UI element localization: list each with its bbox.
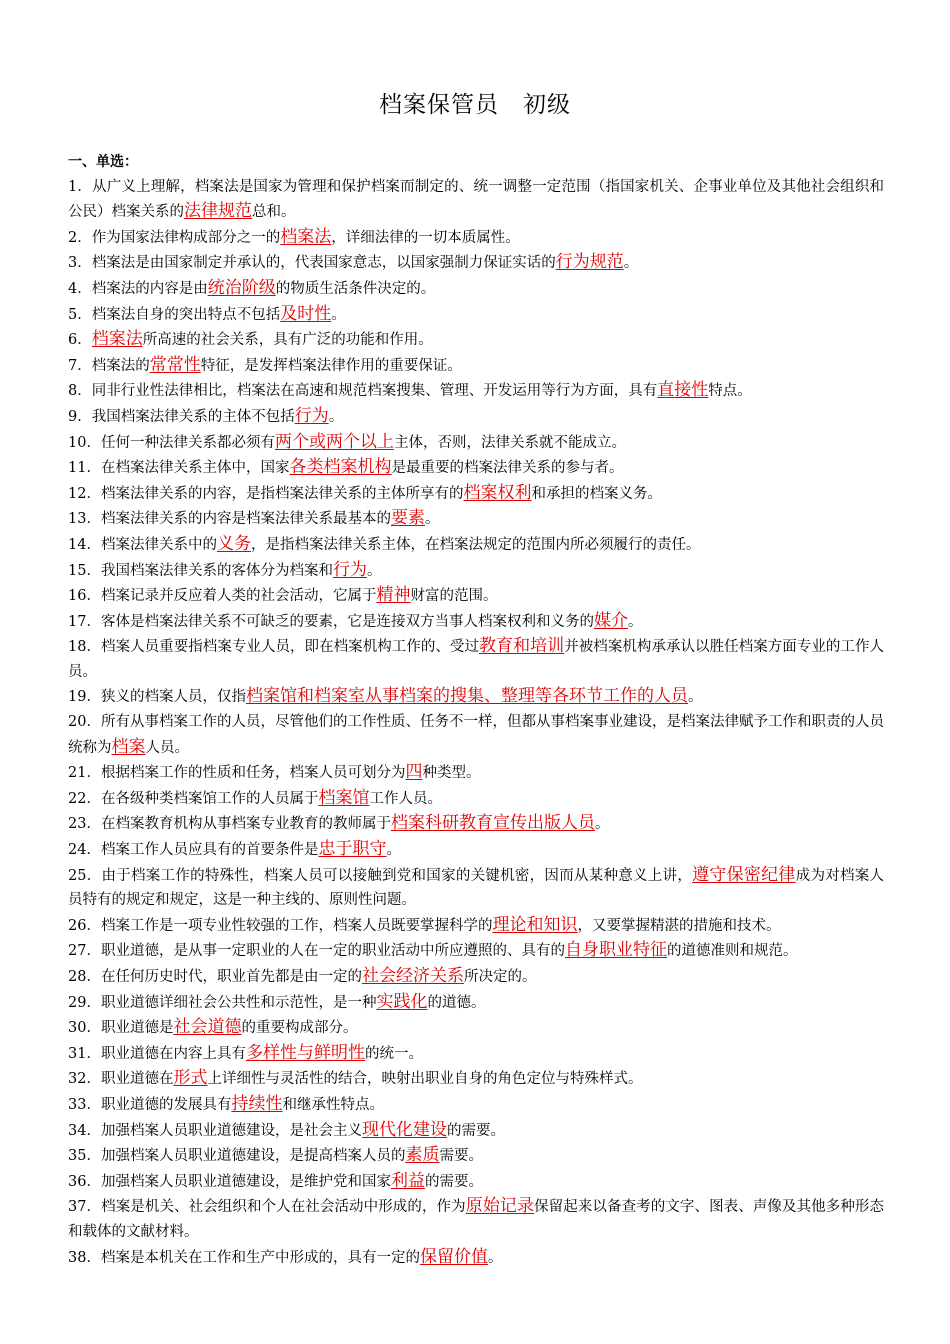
question-item (68, 302, 884, 328)
question-text: 5．档案法自身的突出特点不包括 (68, 306, 281, 323)
answer-text: 档案法 (280, 226, 332, 247)
question-text: 25．由于档案工作的特殊性，档案人员可以接触到党和国家的关键机密，因而从某种意义上讲， (68, 867, 693, 884)
question-item (68, 225, 884, 251)
answer-text: 利益 (390, 1170, 425, 1191)
question-text-end: 的道德准则和规范。 (666, 943, 798, 960)
question-text: 26．档案工作是一项专业性较强的工作，档案人员既要掌握科学的 (68, 917, 493, 934)
question-text-end: 。 (687, 689, 703, 706)
question-item (68, 634, 884, 684)
question-item (68, 1118, 884, 1144)
question-text-end: 的物质生活条件决定的。 (275, 280, 436, 297)
answer-text: 统治阶级 (207, 277, 276, 298)
question-item (68, 430, 884, 456)
question-text-end: 并被档案机构承承认以胜任档案方面专业的工作人员。 (68, 639, 885, 680)
questions-container (68, 175, 884, 1271)
question-text-end: 。 (627, 613, 643, 630)
answer-text: 媒介 (593, 610, 628, 631)
question-text: 16．档案记录并反应着人类的社会活动，它属于 (68, 588, 377, 605)
question-text: 7．档案法的 (68, 357, 150, 374)
question-text-end: 的重要构成部分。 (241, 1020, 358, 1037)
answer-text: 行为规范 (555, 252, 624, 273)
question-text: 13．档案法律关系的内容是档案法律关系最基本的 (68, 511, 391, 528)
question-text-end: 。 (487, 1249, 503, 1266)
question-text: 27．职业道德，是从事一定职业的人在一定的职业活动中所应遵照的、具有的 (68, 943, 565, 960)
question-item (68, 558, 884, 584)
answer-text: 法律规范 (184, 201, 252, 222)
question-item (68, 1245, 884, 1271)
answer-text: 素质 (405, 1145, 440, 1166)
question-text-end: 人员。 (145, 739, 189, 756)
question-text-end: 工作人员。 (369, 790, 442, 807)
question-item (68, 1066, 884, 1092)
question-item (68, 1169, 884, 1195)
question-item (68, 964, 884, 990)
question-item (68, 1092, 884, 1118)
answer-text: 多样性与鲜明性 (245, 1042, 365, 1063)
answer-text: 要素 (390, 508, 425, 529)
question-text: 11．在档案法律关系主体中，国家 (68, 460, 290, 477)
question-text-end: 财富的范围。 (410, 588, 498, 605)
question-text: 18．档案人员重要指档案专业人员，即在档案机构工作的、受过 (68, 639, 480, 656)
question-text-end: 。 (386, 842, 401, 859)
answer-text: 教育和培训 (479, 636, 565, 657)
question-text-end: 。 (594, 816, 610, 833)
question-item (68, 250, 884, 276)
question-item (68, 1143, 884, 1169)
question-text-end: 的需要。 (424, 1173, 483, 1190)
question-item (68, 404, 884, 430)
answer-text: 社会道德 (173, 1017, 242, 1038)
document-title: 档案保管员 初级 (379, 92, 571, 118)
question-item (68, 583, 884, 609)
answer-text: 社会经济关系 (361, 966, 464, 986)
question-item (68, 327, 884, 353)
question-text: 32．职业道德在 (68, 1071, 174, 1088)
answer-text: 各类档案机构 (289, 457, 392, 478)
answer-text: 理论和知识 (492, 914, 578, 935)
question-text: 1．从广义上理解，档案法是国家为管理和保护档案而制定的、统一调整一定范围（指国家机关、企事业单位及其他社会组织和公民）档案关系的 (68, 178, 884, 221)
question-text: 21．根据档案工作的性质和任务，档案人员可划分为 (68, 765, 406, 782)
answer-text: 四 (405, 762, 423, 783)
question-text-end: 特点。 (708, 383, 752, 400)
answer-text: 原始记录 (465, 1196, 535, 1217)
question-text: 19．狭义的档案人员，仅指 (68, 689, 246, 706)
answer-text: 持续性 (231, 1093, 283, 1114)
answer-text: 档案 (111, 736, 146, 757)
question-item (68, 1194, 884, 1244)
question-text: 12．档案法律关系的内容，是指档案法律关系的主体所享有的 (68, 485, 464, 502)
question-text-end: 。 (623, 255, 639, 272)
question-text-end: 。 (331, 306, 346, 323)
question-text: 35．加强档案人员职业道德建设，是提高档案人员的 (68, 1148, 406, 1165)
question-text-end: 种类型。 (422, 765, 481, 782)
question-text: 23．在档案教育机构从事档案专业教育的教师属于 (68, 816, 391, 833)
question-text-end: ，是指档案法律关系主体，在档案法规定的范围内所必须履行的责任。 (250, 536, 701, 553)
answer-text: 忠于职守 (318, 839, 387, 860)
answer-text: 遵守保密纪律 (692, 864, 796, 885)
answer-text: 档案馆和档案室从事档案的搜集、整理等各环节工作的人员 (245, 686, 688, 707)
question-text-end: 是最重要的档案法律关系的参与者。 (391, 460, 624, 477)
question-text: 24．档案工作人员应具有的首要条件是 (68, 842, 319, 859)
answer-text: 常常性 (149, 354, 201, 375)
question-item (68, 609, 884, 635)
section-heading: 一、单选： (68, 154, 138, 170)
question-text-end: 特征，是发挥档案法律作用的重要保证。 (200, 357, 462, 374)
question-text: 28．在任何历史时代，职业首先都是由一定的 (68, 969, 362, 985)
question-item (68, 481, 884, 507)
question-text: 2．作为国家法律构成部分之一的 (68, 229, 281, 246)
answer-text: 档案科研教育宣传出版人员 (390, 813, 595, 834)
question-item (68, 837, 884, 863)
question-text: 17．客体是档案法律关系不可缺乏的要素，它是连接双方当事人档案权利和义务的 (68, 613, 594, 630)
question-item (68, 710, 884, 760)
answer-text: 现代化建设 (361, 1119, 447, 1140)
question-text-end: 和继承性特点。 (282, 1096, 384, 1113)
question-item (68, 506, 884, 532)
question-text: 34．加强档案人员职业道德建设，是社会主义 (68, 1122, 362, 1139)
answer-text: 行为 (332, 559, 367, 580)
question-text-end: 的道德。 (427, 994, 486, 1011)
answer-text: 及时性 (280, 303, 332, 324)
question-text-end: 需要。 (439, 1148, 483, 1165)
question-text-end: 所高速的社会关系，具有广泛的功能和作用。 (142, 332, 433, 349)
question-item (68, 353, 884, 379)
question-text-end: 主体，否则，法律关系就不能成立。 (393, 434, 626, 451)
question-item (68, 938, 884, 964)
question-item (68, 990, 884, 1016)
question-text-end: 所决定的。 (463, 969, 537, 985)
answer-text: 行为 (294, 405, 329, 426)
question-text-end: 和承担的档案义务。 (531, 485, 662, 502)
answer-text: 义务 (216, 533, 251, 554)
answer-text: 保留价值 (419, 1246, 488, 1267)
question-item (68, 1015, 884, 1041)
question-text: 38．档案是本机关在工作和生产中形成的，具有一定的 (68, 1249, 420, 1266)
question-text: 6． (68, 332, 92, 349)
question-text-end: 。 (328, 408, 344, 425)
question-item (68, 532, 884, 558)
question-item (68, 786, 884, 812)
question-text: 3．档案法是由国家制定并承认的，代表国家意志，以国家强制力保证实话的 (68, 255, 556, 272)
question-item (68, 276, 884, 302)
answer-text: 两个或两个以上 (274, 431, 394, 452)
answer-text: 档案馆 (318, 787, 370, 808)
question-text: 20．所有从事档案工作的人员，尽管他们的工作性质、任务不一样，但都从事档案事业建设，是档案法律赋予工作和职责的人员统称为 (68, 714, 884, 756)
question-item (68, 863, 884, 913)
question-text: 37．档案是机关、社会组织和个人在社会活动中形成的，作为 (68, 1199, 466, 1216)
answer-text: 档案法 (91, 329, 143, 350)
question-text-end: 上详细性与灵活性的结合，映射出职业自身的角色定位与特殊样式。 (207, 1071, 643, 1088)
question-item (68, 811, 884, 837)
question-text-end: 的统一。 (364, 1045, 423, 1062)
question-text: 33．职业道德的发展具有 (68, 1096, 232, 1113)
question-text: 10．任何一种法律关系都必须有 (68, 434, 275, 451)
answer-text: 直接性 (657, 380, 709, 401)
question-text-end: ，又要掌握精湛的措施和技术。 (577, 917, 781, 934)
question-text: 22．在各级种类档案馆工作的人员属于 (68, 790, 319, 807)
question-text: 14．档案法律关系中的 (68, 536, 217, 553)
question-text: 15．我国档案法律关系的客体分为档案和 (68, 562, 333, 579)
question-text-end: 保留起来以备查考的文字、图表、声像及其他多种形态和载体的文献材料。 (68, 1199, 885, 1240)
question-text: 8．同非行业性法律相比，档案法在高速和规范档案搜集、管理、开发运用等行为方面，具有 (68, 383, 658, 400)
question-text: 29．职业道德详细社会公共性和示范性，是一种 (68, 994, 377, 1011)
question-text: 36．加强档案人员职业道德建设，是维护党和国家 (68, 1173, 391, 1190)
answer-text: 档案权利 (463, 482, 532, 503)
question-text: 9．我国档案法律关系的主体不包括 (68, 408, 295, 425)
answer-text: 精神 (376, 585, 411, 606)
question-item (68, 378, 884, 404)
question-list (68, 150, 884, 1270)
question-item (68, 760, 884, 786)
question-text-end: ，详细法律的一切本质属性。 (331, 229, 520, 246)
question-item (68, 455, 884, 481)
question-item (68, 1041, 884, 1067)
answer-text: 实践化 (376, 991, 428, 1012)
answer-text: 形式 (173, 1068, 208, 1089)
question-text: 31．职业道德在内容上具有 (68, 1045, 246, 1062)
question-text-end: 成为对档案人员特有的规定和规定，这是一种主线的、原则性问题。 (68, 867, 885, 909)
question-text-end: 。 (366, 562, 382, 579)
question-text-end: 。 (424, 511, 440, 528)
question-item (68, 913, 884, 939)
answer-text: 自身职业特征 (564, 940, 667, 961)
question-text-end: 的需要。 (446, 1122, 505, 1139)
question-item (68, 684, 884, 710)
question-item (68, 175, 884, 225)
question-text-end: 总和。 (252, 204, 296, 221)
question-text: 4．档案法的内容是由 (68, 280, 208, 297)
question-text: 30．职业道德是 (68, 1020, 174, 1037)
